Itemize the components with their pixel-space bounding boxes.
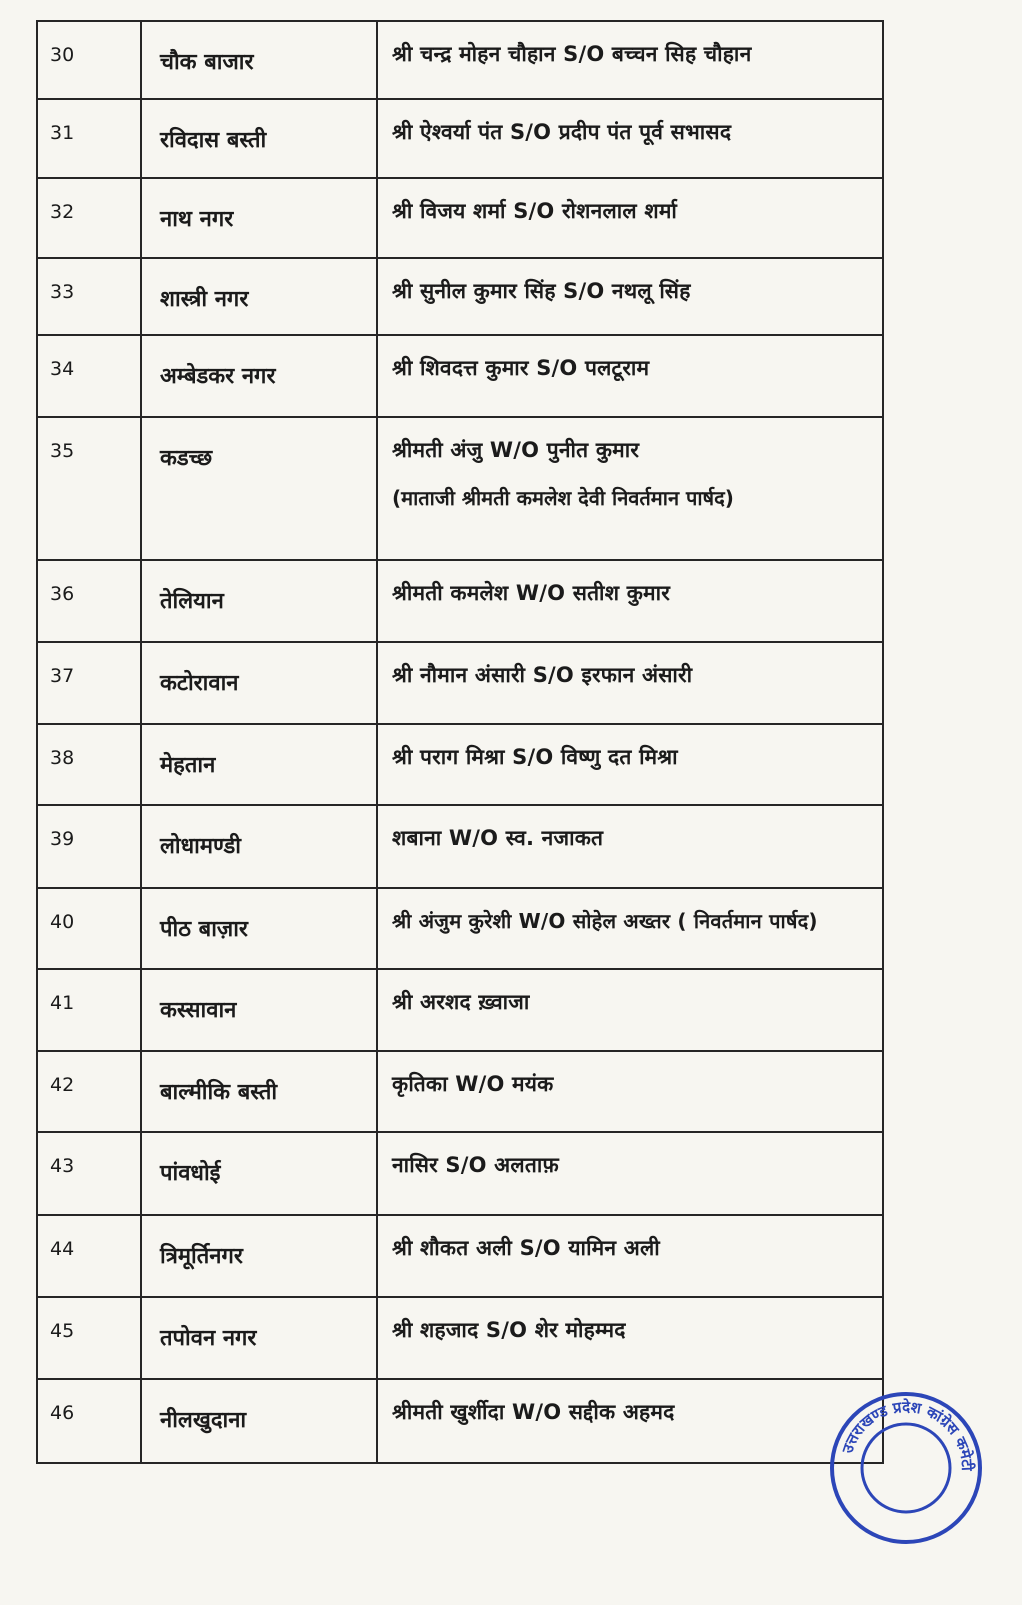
table-row (37, 178, 883, 258)
table-row (37, 1379, 883, 1463)
ward-area: शास्त्री नगर (160, 287, 249, 312)
ward-number: 43 (50, 1155, 75, 1177)
candidate-note: (माताजी श्रीमती कमलेश देवी निवर्तमान पार्षद) (392, 486, 734, 510)
stamp-outer-ring (832, 1394, 980, 1542)
ward-area: नाथ नगर (160, 207, 234, 232)
ward-area: त्रिमूर्तिनगर (160, 1244, 243, 1269)
table-row (37, 1215, 883, 1297)
table-row (37, 642, 883, 724)
table-row (37, 1297, 883, 1379)
candidate-name: श्री शिवदत्त कुमार S/O पलटूराम (392, 356, 650, 380)
ward-number: 39 (50, 828, 75, 850)
ward-area: पीठ बाज़ार (160, 917, 248, 942)
ward-number: 42 (50, 1074, 75, 1096)
ward-number: 30 (50, 44, 75, 66)
candidate-name: श्री ऐश्वर्या पंत S/O प्रदीप पंत पूर्व सभासद (392, 120, 732, 144)
table-row (37, 99, 883, 178)
candidate-name: श्री शहजाद S/O शेर मोहम्मद (392, 1318, 626, 1342)
candidate-name: श्री विजय शर्मा S/O रोशनलाल शर्मा (392, 199, 678, 223)
table-row (37, 805, 883, 888)
table-row (37, 21, 883, 99)
ward-area: बाल्मीकि बस्ती (160, 1080, 278, 1105)
ward-number: 35 (50, 440, 75, 462)
candidate-name: नासिर S/O अलताफ़ (392, 1153, 559, 1177)
table-row (37, 969, 883, 1051)
ward-number: 32 (50, 201, 75, 223)
ward-area: नीलखुदाना (160, 1408, 247, 1433)
table-row (37, 724, 883, 805)
ward-number: 46 (50, 1402, 75, 1424)
ward-area: पांवधोई (160, 1161, 221, 1186)
stamp-inner-ring (862, 1424, 950, 1512)
table-row (37, 417, 883, 560)
ward-number: 37 (50, 665, 75, 687)
ward-number: 33 (50, 281, 75, 303)
ward-area: कटोरावान (160, 671, 239, 696)
candidate-name: श्रीमती खुर्शीदा W/O सद्दीक अहमद (392, 1400, 675, 1424)
ward-area: लोधामण्डी (160, 834, 241, 859)
candidate-name: श्री पराग मिश्रा S/O विष्णु दत मिश्रा (392, 745, 678, 769)
ward-area: रविदास बस्ती (160, 128, 267, 153)
ward-area: तेलियान (160, 589, 224, 614)
ward-number: 44 (50, 1238, 75, 1260)
ward-number: 45 (50, 1320, 75, 1342)
candidate-name: श्री शौकत अली S/O यामिन अली (392, 1236, 660, 1260)
candidate-name: श्री नौमान अंसारी S/O इरफान अंसारी (392, 663, 693, 687)
ward-area: चौक बाजार (160, 50, 254, 75)
table-row (37, 888, 883, 969)
candidate-name: कृतिका W/O मयंक (392, 1072, 554, 1096)
candidate-name: श्री अंजुम कुरेशी W/O सोहेल अख्तर ( निवर्तमान पार्षद) (392, 909, 818, 933)
stamp-text: उत्तराखण्ड प्रदेश कांग्रेस कमेटी (838, 1397, 977, 1472)
candidate-name: श्रीमती कमलेश W/O सतीश कुमार (392, 581, 671, 605)
table-row (37, 1132, 883, 1215)
candidate-name: श्री सुनील कुमार सिंह S/O नथलू सिंह (392, 279, 691, 303)
candidate-name: श्रीमती अंजु W/O पुनीत कुमार (392, 438, 640, 462)
table-row (37, 560, 883, 642)
ward-area: अम्बेडकर नगर (160, 364, 276, 389)
candidate-name: श्री चन्द्र मोहन चौहान S/O बच्चन सिह चौहान (392, 42, 752, 66)
table-row (37, 335, 883, 417)
ward-area: मेहतान (160, 753, 216, 778)
ward-number: 31 (50, 122, 75, 144)
candidate-name: शबाना W/O स्व. नजाकत (392, 826, 604, 850)
ward-area: तपोवन नगर (160, 1326, 257, 1351)
candidate-table (36, 20, 884, 1464)
office-stamp (826, 1388, 986, 1548)
table-row (37, 258, 883, 335)
ward-number: 34 (50, 358, 75, 380)
ward-number: 41 (50, 992, 75, 1014)
table-row (37, 1051, 883, 1132)
ward-number: 36 (50, 583, 75, 605)
ward-area: कडच्छ (160, 446, 213, 471)
candidate-name: श्री अरशद ख़्वाजा (392, 990, 530, 1014)
ward-area: कस्सावान (160, 998, 237, 1023)
ward-number: 38 (50, 747, 75, 769)
ward-number: 40 (50, 911, 75, 933)
